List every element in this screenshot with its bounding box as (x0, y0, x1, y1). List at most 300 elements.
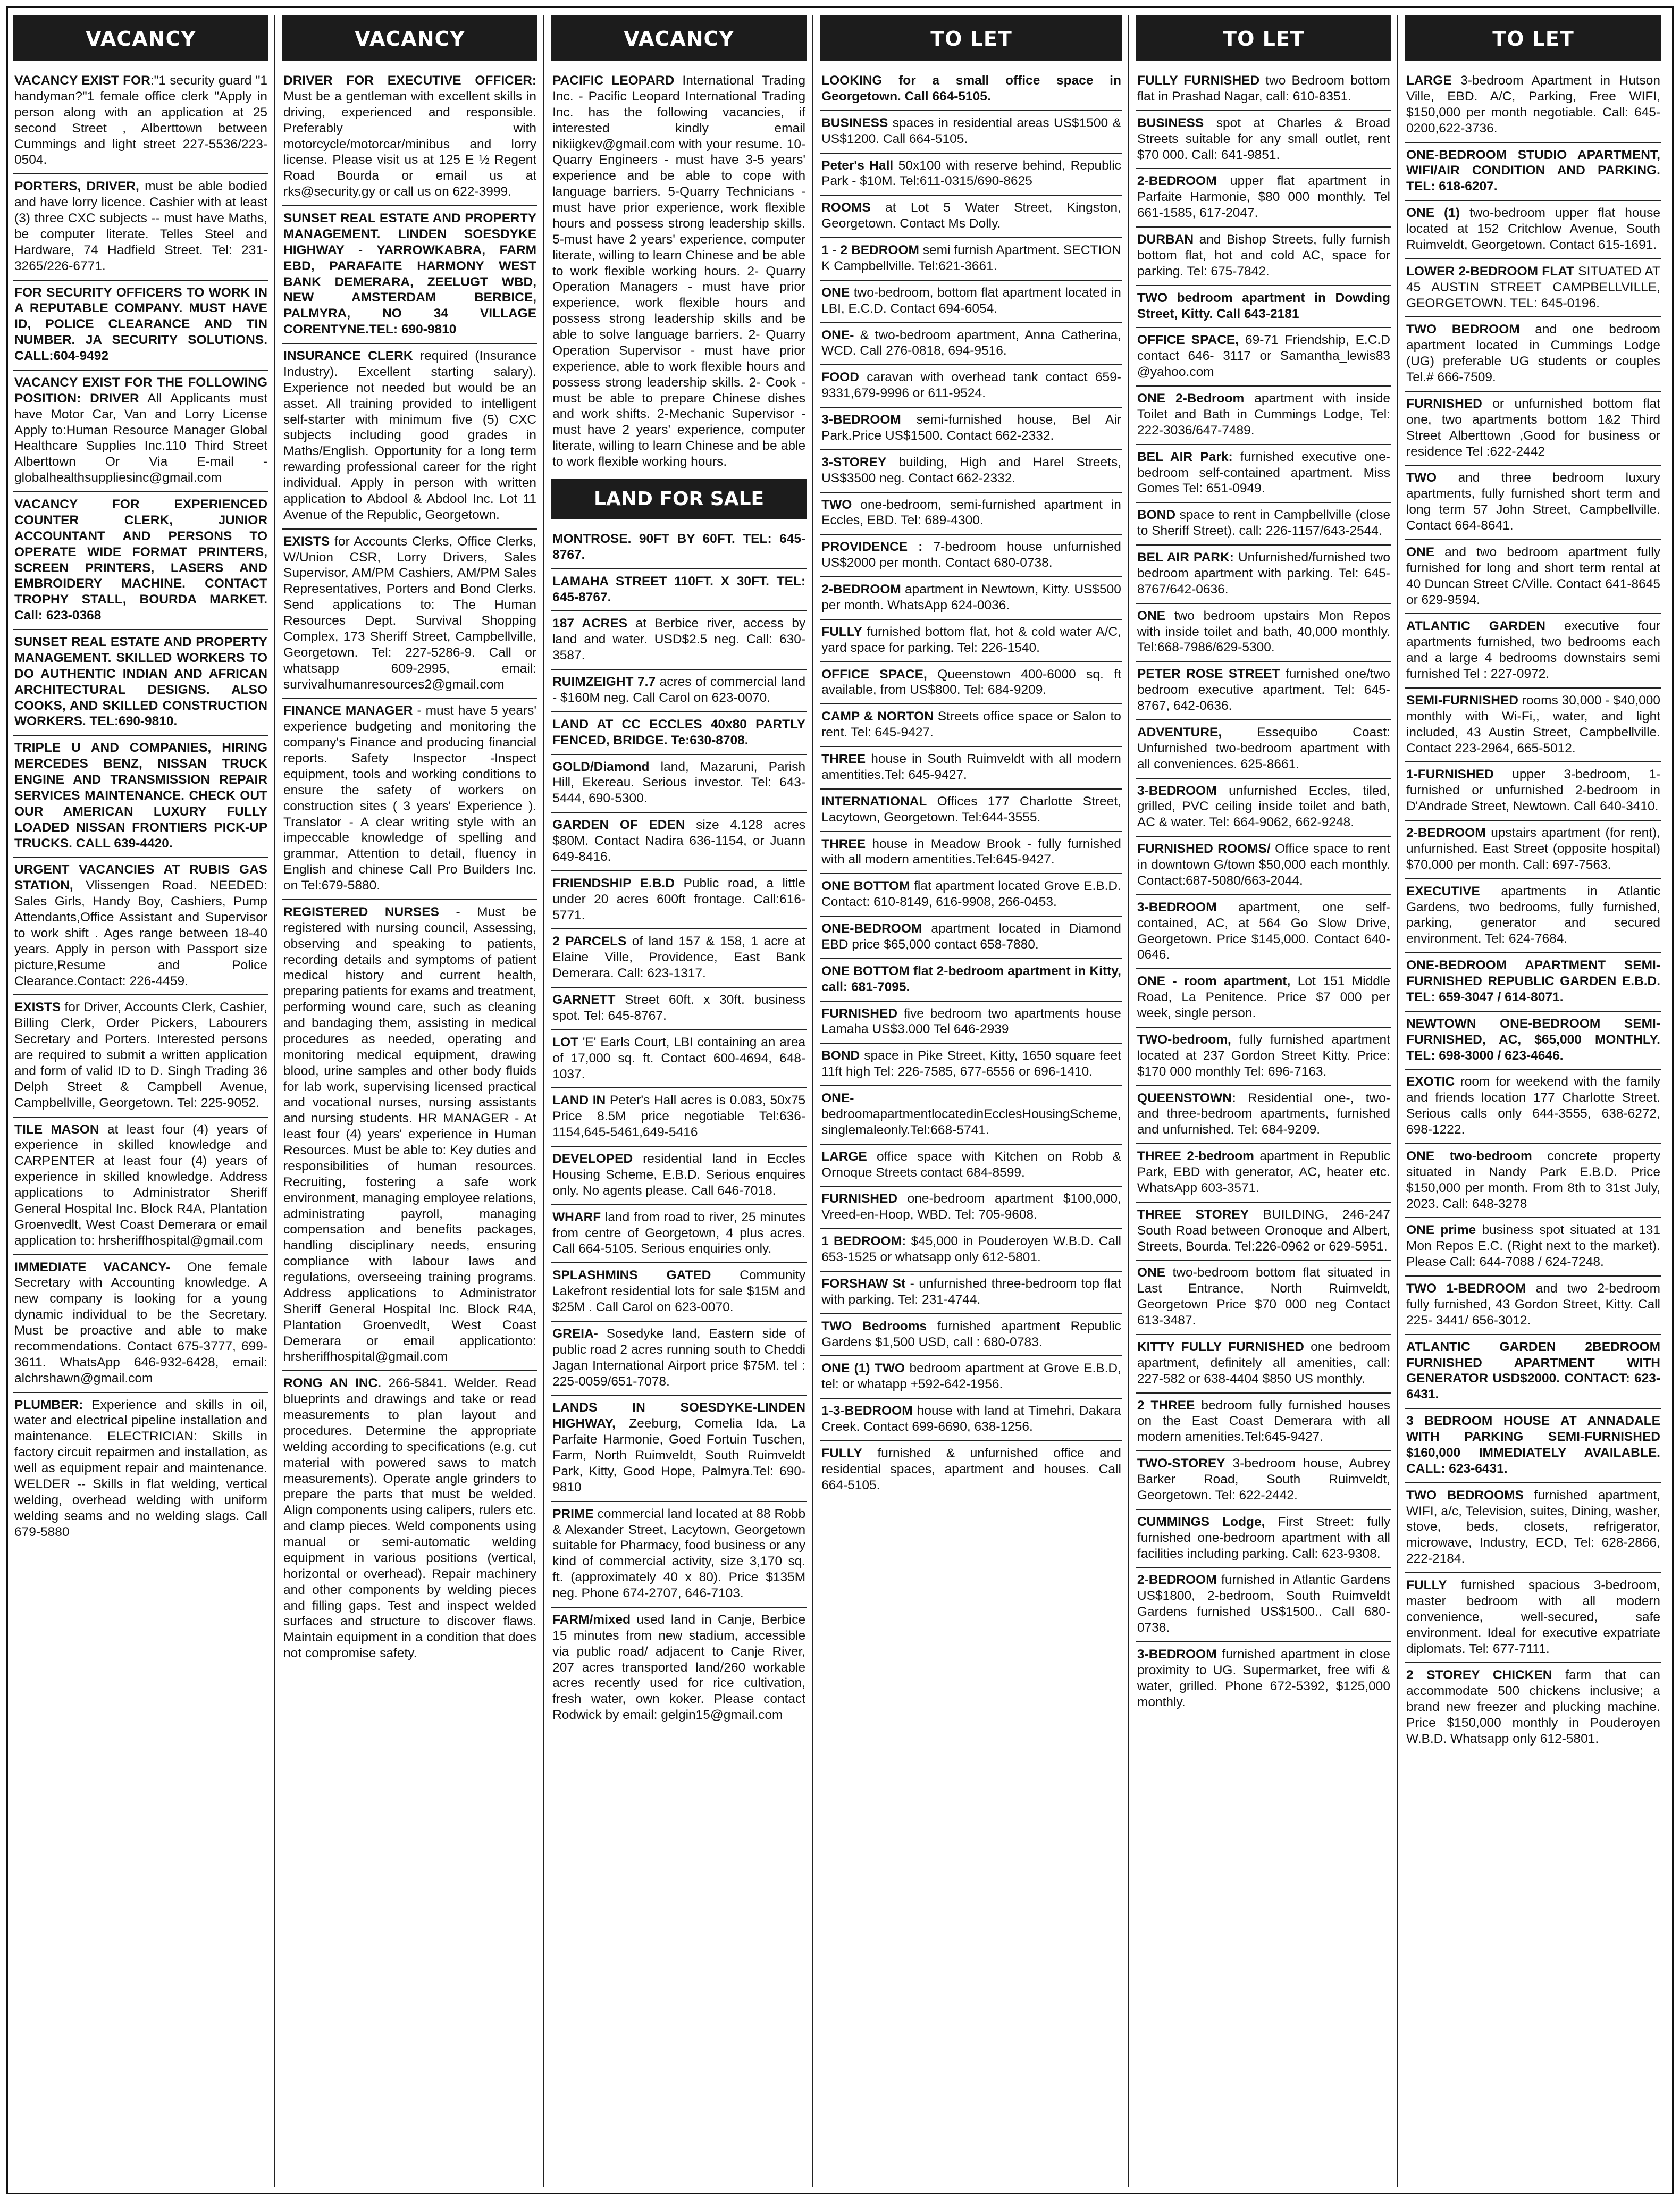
classified-ad (820, 1145, 1122, 1187)
ad-lead: ONE (1137, 1265, 1166, 1280)
ad-body: semi-furnished house, Bel Air Park.Price US$1500. Contact 662-2332. (821, 413, 1121, 443)
ad-lead: BEL AIR Park: (1137, 449, 1233, 464)
ad-body: executive four apartments furnished, two bedrooms each and a large 4 bedrooms downstairs semi furnished Tel : 227-0972. (1406, 619, 1660, 681)
ad-lead: FURNISHED (1406, 396, 1482, 411)
ad-lead: FRIENDSHIP E.B.D (552, 876, 675, 891)
ad-lead: 2 THREE (1137, 1398, 1195, 1413)
classified-ad (820, 1086, 1122, 1145)
ad-lead: LAND AT CC ECCLES 40x80 PARTLY FENCED, BRIDGE. Te:630-8708. (552, 717, 806, 748)
ad-lead: 2-BEDROOM (1137, 174, 1217, 189)
classified-ad (1136, 228, 1391, 286)
classified-ad (820, 577, 1122, 620)
ad-list (1136, 69, 1391, 1715)
classified-ad (820, 365, 1122, 408)
classified-ad (551, 929, 807, 988)
classified-ad (13, 630, 268, 736)
classified-ad (820, 408, 1122, 450)
ad-body: two Bedroom bottom flat in Prashad Nagar, call: 610-8351. (1137, 73, 1390, 104)
ad-body: rooms 30,000 - $40,000 monthly with Wi-Fi,, water, and light included, 43 Austin Street, Campbellville. Contact 223-2964, 665-5012. (1406, 693, 1660, 756)
ad-body: furnished one/two bedroom executive apartment. Tel: 645-8767, 642-0636. (1137, 667, 1390, 713)
ad-lead: 187 ACRES (552, 616, 628, 631)
classified-ad (820, 832, 1122, 875)
classified-ad (551, 1263, 807, 1322)
ad-body: 7-bedroom house unfurnished US$2000 per month. Contact 680-0738. (821, 540, 1121, 570)
classified-ad (13, 492, 268, 630)
ad-list (820, 69, 1122, 1499)
classified-ad (820, 704, 1122, 747)
ad-lead: LOOKING for a small office space in Georgetown. Call 664-5105. (821, 73, 1121, 104)
ad-lead: SUNSET REAL ESTATE AND PROPERTY MANAGEMENT. LINDEN SOESDYKE HIGHWAY - YARROWKABRA, FARM EBD, PARAFAITE HARMONY WEST BANK DEMERARA, ZEELUGT WBD, NEW AMSTERDAM BERBICE, PALMYRA, NO 34 VILLAGE CORENTYNE.TEL: 690-9810 (283, 211, 537, 337)
ad-body: five bedroom two apartments house Lamaha US$3.000 Tel 646-2939 (821, 1006, 1121, 1037)
ad-list (13, 69, 268, 1545)
ad-body: two-bedroom upper flat house located at 152 Critchlow Avenue, South Ruimveldt, Georgetown. Contact 615-1691. (1406, 206, 1661, 252)
ad-lead: DEVELOPED (552, 1152, 633, 1166)
ad-lead: IMMEDIATE VACANCY- (14, 1260, 171, 1274)
classified-ad (13, 281, 268, 371)
ad-lead: ONE-BEDROOM (821, 921, 922, 936)
ad-body: two-bedroom, bottom flat apartment located in LBI, E.C.D. Contact 694-6054. (821, 285, 1121, 316)
ad-body: and Bishop Streets, fully furnish bottom flat, hot and cold AC, space for parking. Tel: 675-7842. (1137, 232, 1390, 279)
ad-body: must be able bodied and have lorry licence. Cashier with at least (3) three CXC subjects -- must have Maths, be computer literate. Telles Steel and Hardware, 74 Hadfield Street. Tel: 231-3265/226-6771. (14, 179, 268, 273)
ad-lead: FOOD (821, 370, 859, 385)
ad-body: upper flat apartment in Parfaite Harmonie, $80 000 monthly. Tel 661-1585, 617-2047. (1137, 174, 1390, 221)
classified-ad (1136, 1394, 1391, 1452)
ad-body: office space with Kitchen on Robb & Ornoque Streets contact 684-8599. (821, 1149, 1121, 1180)
classified-ad (1136, 503, 1391, 546)
classified-ad (1405, 259, 1661, 318)
ad-body: Streets office space or Salon to rent. Tel: 645-9427. (821, 709, 1121, 740)
ad-body: one-bedroom, semi-furnished apartment in Eccles, EBD. Tel: 689-4300. (821, 497, 1121, 528)
ad-lead: ROOMS (821, 200, 871, 215)
ad-body: Zeeburg, Comelia Ida, La Parfaite Harmonie, Goed Fortuin Tuschen, Farm, North Ruimveldt, South Ruimveldt Park, Kitty, Good Hope, Palmyra.Tel: 690-9810 (552, 1416, 806, 1495)
ad-body: spot at Charles & Broad Streets suitable for any small outlet, rent $70 000. Call: 641-9851. (1137, 115, 1390, 162)
ad-lead: LAND IN (552, 1093, 606, 1108)
ad-lead: NEWTOWN ONE-BEDROOM SEMI-FURNISHED, AC, $65,000 MONTHLY. TEL: 698-3000 / 623-4646. (1406, 1016, 1660, 1063)
ad-body: 3-bedroom Apartment in Hutson Ville, EBD. A/C, Parking, Free WIFI, $150,000 per month negotiable. Call: 645-0200,622-3736. (1406, 73, 1660, 136)
ad-list (551, 527, 807, 1728)
classified-ad (1405, 540, 1661, 615)
classified-ad (551, 1147, 807, 1205)
ad-body: Queenstown 400-6000 sq. ft available, from US$800. Tel: 684-9209. (821, 667, 1121, 698)
classified-ad (551, 69, 807, 475)
ad-lead: TWO Bedrooms (821, 1319, 927, 1333)
ad-lead: TILE MASON (14, 1122, 99, 1137)
ad-body: at Lot 5 Water Street, Kingston, Georgetown. Contact Ms Dolly. (821, 200, 1121, 231)
ad-lead: THREE (821, 752, 866, 766)
ad-lead: THREE STOREY (1137, 1207, 1249, 1222)
classified-ad (820, 1441, 1122, 1499)
ad-body: International Trading Inc. - Pacific Leopard International Trading Inc. has the following vacancies, if interested kindly email nikiigkev@gmail.com with your resume. 10-Quarry Engineers - must have 3-5 years' experience and be able to cope with language barriers. 5-Quarry Technicians - must have prior experience, work flexible hours and possess strong leadership skills. 5-must have 2 years' experience, computer literate, willing to learn Chinese and be able to work flexible working hours. 2- Quarry Operation Managers - must have prior experience, work flexible hours and possess strong leadership skills and be able to solve language barriers. 2- Quarry Operation Supervisor - must have prior experience, able to work flexible hours and possess strong leadership skills. 2- Cook - must be able to prepare Chinese dishes and work shifts. 2-Mechanic Supervisor - must have 2 years' experience, computer literate, willing to learn Chinese and be able to work flexible working hours. (552, 73, 806, 469)
ad-lead: FULLY (821, 1446, 862, 1461)
ad-lead: 3-BEDROOM (1137, 1647, 1217, 1661)
ad-body: or unfurnished bottom flat one, two apartments bottom 1&2 Third Street Alberttown ,Good for business or residence Tel :622-2442 (1406, 396, 1660, 459)
classified-ad (551, 813, 807, 871)
classified-ad (1136, 111, 1391, 170)
ad-lead: 3-BEDROOM (1137, 783, 1217, 798)
ad-body: 266-5841. Welder. Read blueprints and drawings and take or read measurements to plan layout and procedures. Determine the appropriate welding according to specifications (e.g. cut material with powered saws to match measurements). Operate angle grinders to prepare the parts that must be welded. Align components using calipers, rulers etc. and clamp pieces. Weld components using manual or semi-automatic welding equipment in various positions (vertical, horizontal or overhead). Repair machinery and other components by welding pieces and filling gaps. Test and inspect welded surfaces and structure to discover flaws. Maintain equipment in a condition that does not compromise safety. (283, 1376, 537, 1661)
column-to-let-3 (1405, 15, 1667, 2187)
ad-lead: TWO (1406, 471, 1437, 485)
ad-body: furnished apartment, WIFI, a/c, Television, suites, Dining, washer, stove, beds, closets, refrigerator, microwave, Industry, ECD, Tel: 628-2866, 222-2184. (1406, 1488, 1660, 1566)
classified-ad (551, 1396, 807, 1501)
column-vacancy-1 (13, 15, 275, 2187)
classified-ad (1405, 821, 1661, 879)
ad-body: land, Mazaruni, Parish Hill, Ekereau. Serious investor. Tel: 643-5444, 690-5300. (552, 759, 806, 806)
column-header: VACANCY (13, 15, 268, 61)
ad-lead: THREE 2-bedroom (1137, 1149, 1254, 1164)
ad-lead: EXECUTIVE (1406, 884, 1480, 899)
ad-body: furnished apartment in close proximity to UG. Supermarket, free wifi & water, grilled. Phone 672-5392, $125,000 monthly. (1137, 1647, 1390, 1709)
classified-ad (282, 900, 537, 1371)
classified-ad (13, 1393, 268, 1546)
ad-lead: EXOTIC (1406, 1075, 1455, 1089)
ad-body: house in Meadow Brook - fully furnished with all modern amentities.Tel:645-9427. (821, 836, 1121, 867)
ad-body: house with land at Timehri, Dakara Creek. Contact 699-6690, 638-1256. (821, 1404, 1121, 1434)
ad-body: and three bedroom luxury apartments, fully furnished short term and long term 57 John Street, Campbellville. Contact 664-8641. (1406, 471, 1660, 533)
ad-lead: FULLY (821, 624, 862, 639)
classified-ad (1405, 762, 1661, 821)
ad-body: flat apartment located Grove E.B.D. Contact: 610-8149, 616-9908, 266-0453. (821, 879, 1121, 910)
ad-lead: FURNISHED ROOMS/ (1137, 842, 1271, 857)
ad-body: BUILDING, 246-247 South Road between Oronoque and Albert, Streets, Bourda. Tel:226-0962 or 629-5951. (1137, 1207, 1390, 1254)
ad-body: SITUATED AT 45 AUSTIN STREET CAMPBELLVILLE, GEORGETOWN. TEL: 645-0196. (1406, 264, 1660, 311)
ad-lead: PORTERS, DRIVER, (14, 179, 139, 194)
ad-lead: TWO 1-BEDROOM (1406, 1281, 1526, 1296)
classified-ad (820, 450, 1122, 493)
classified-ad (282, 206, 537, 344)
classified-ad (820, 790, 1122, 832)
ad-lead: TWO BEDROOMS (1406, 1488, 1524, 1503)
ad-lead: FURNISHED (821, 1006, 898, 1021)
ad-lead: SEMI-FURNISHED (1406, 693, 1518, 708)
ad-lead: LARGE (1406, 73, 1452, 88)
classified-ad (1405, 466, 1661, 540)
ad-lead: EXISTS (283, 534, 330, 549)
classified-ad (820, 917, 1122, 959)
ad-body: furnished bottom flat, hot & cold water A/C, yard space for parking. Tel: 226-1540. (821, 624, 1121, 655)
classified-ad (13, 995, 268, 1117)
classified-ad (1136, 169, 1391, 228)
ad-body: furnished executive one-bedroom self-contained apartment. Miss Gomes Tel: 651-0949. (1137, 449, 1390, 496)
ad-lead: CAMP & NORTON (821, 709, 934, 724)
ad-lead: GARDEN OF EDEN (552, 818, 685, 833)
ad-body: apartment in Republic Park, EBD with generator, AC, heater etc. WhatsApp 603-3571. (1137, 1149, 1390, 1195)
ad-body: Street 60ft. x 30ft. business spot. Tel: 645-8767. (552, 993, 806, 1023)
classified-ad (1405, 1012, 1661, 1070)
classified-ad (1136, 286, 1391, 329)
ad-list (282, 69, 537, 1667)
ad-body: & two-bedroom apartment, Anna Catherina, WCD. Call 276-0818, 694-9516. (821, 328, 1121, 358)
classified-ad (282, 344, 537, 530)
ad-lead: WHARF (552, 1210, 601, 1224)
classified-ad (820, 154, 1122, 196)
ad-lead: TWO bedroom apartment in Dowding Street, Kitty. Call 643-2181 (1137, 290, 1390, 321)
classified-ad (1136, 1568, 1391, 1642)
classified-ad (820, 196, 1122, 238)
classified-ad (820, 662, 1122, 705)
ad-lead: TWO-STOREY (1137, 1456, 1225, 1471)
classified-ad (551, 527, 807, 569)
classified-ad (1405, 143, 1661, 202)
ad-lead: GREIA- (552, 1326, 598, 1341)
classified-ad (1136, 69, 1391, 111)
column-vacancy-2 (282, 15, 544, 2187)
ad-body: bedroom fully furnished houses on the East Coast Demerara with all modern amenities.Tel:645-9427. (1137, 1398, 1390, 1445)
classified-ad (1405, 879, 1661, 954)
column-vacancy-3 (551, 15, 813, 2187)
classified-ad (1136, 445, 1391, 504)
ad-lead: 3 BEDROOM HOUSE AT ANNADALE WITH PARKING SEMI-FURNISHED $160,000 IMMEDIATELY AVAILABLE. CALL: 623-6431. (1406, 1414, 1660, 1476)
ad-lead: PETER ROSE STREET (1137, 667, 1280, 682)
classified-ad (1405, 614, 1661, 689)
classified-ad (1136, 895, 1391, 970)
ad-body: building, High and Harel Streets, US$3500 neg. Contact 662-2332. (821, 455, 1121, 485)
column-header: VACANCY (282, 15, 537, 61)
ad-lead: ONE BOTTOM (821, 879, 910, 894)
classified-ad (1136, 1335, 1391, 1394)
ad-body: Offices 177 Charlotte Street, Lacytown, Georgetown. Tel:644-3555. (821, 794, 1121, 825)
classified-ad (1136, 1451, 1391, 1510)
classified-ad (1405, 392, 1661, 466)
ad-lead: ONE- (821, 328, 854, 342)
ad-lead: LOT (552, 1035, 579, 1050)
ad-body: apartment in Newtown, Kitty. US$500 per month. WhatsApp 624-0036. (821, 582, 1121, 612)
classified-ad (551, 755, 807, 813)
ad-body: 'E' Earls Court, LBI containing an area of 17,000 sq. ft. Contact 600-4694, 648-1037. (552, 1035, 806, 1081)
ad-body: farm that can accommodate 500 chickens inclusive; a brand new freezer and plucking machine. Price $150,000 monthly in Pouderoyen W.B.D. Whatsapp only 612-5801. (1406, 1668, 1660, 1746)
classified-ad (820, 69, 1122, 111)
ad-lead: LARGE (821, 1149, 867, 1164)
ad-body: apartment, one self-contained, AC, at 564 Go Slow Drive, Georgetown. Price $145,000. Contact 640-0646. (1137, 900, 1390, 962)
classified-ad (1136, 1261, 1391, 1335)
ad-body: used land in Canje, Berbice 15 minutes from new stadium, accessible via public road/ adjacent to Canje River, 207 acres transported land/260 workable acres recently used for rice cultivation, fresh water, own koker. Please contact Rodwick by email: gelgin15@gmail.com (552, 1612, 806, 1723)
column-to-let-1 (820, 15, 1129, 2187)
ad-list (551, 69, 807, 475)
ad-body: upper 3-bedroom, 1-furnished or unfurnished 2-bedroom in D'Andrade Street, Newtown. Call 640-3410. (1406, 767, 1660, 814)
classified-ad (1136, 662, 1391, 720)
ad-lead: OFFICE SPACE, (1137, 333, 1239, 348)
ad-lead: 2-BEDROOM (1406, 826, 1486, 840)
classified-ad (1405, 953, 1661, 1012)
ad-lead: BOND (821, 1048, 860, 1063)
ad-body: apartments in Atlantic Gardens, two bedrooms, fully furnished, parking, generator and secured environment. Tel: 624-7684. (1406, 884, 1660, 946)
ad-body: fully furnished apartment located at 237 Gordon Street Kitty. Price: $170 000 monthly Tel: 696-7163. (1137, 1032, 1390, 1079)
ad-lead: 2 PARCELS (552, 934, 627, 949)
ad-lead: FORSHAW St (821, 1276, 906, 1291)
ad-body: Lot 151 Middle Road, La Penitence. Price $7 000 per week, single person. (1137, 974, 1390, 1020)
ad-lead: ONE 2-Bedroom (1137, 391, 1245, 406)
classified-ad (13, 736, 268, 858)
ad-body: Public road, a little under 20 acres 600ft frontage. Call:616-5771. (552, 876, 806, 922)
ad-lead: DURBAN (1137, 232, 1194, 247)
ad-lead: TWO-bedroom, (1137, 1032, 1231, 1047)
ad-body: Peter's Hall acres is 0.083, 50x75 Price 8.5M price negotiable Tel:636-1154,645-5461,649-5416 (552, 1093, 806, 1140)
ad-body: and one bedroom apartment located in Cummings Lodge (UG) preferable UG students or couples Tel.# 666-7509. (1406, 322, 1660, 384)
classified-ad (1136, 1203, 1391, 1261)
classified-ad (1136, 779, 1391, 837)
classified-ad (1405, 317, 1661, 392)
ad-lead: BUSINESS (1137, 115, 1204, 130)
ad-list (1405, 69, 1661, 1752)
ad-body: one-bedroom apartment $100,000, Vreed-en-Hoop, WBD. Tel: 705-9608. (821, 1191, 1121, 1222)
classified-ad (1405, 69, 1661, 143)
ad-lead: ONE (1) (1406, 206, 1460, 221)
ad-body: at Berbice river, access by land and water. USD$2.5 neg. Call: 630-3587. (552, 616, 806, 663)
ad-lead: 1 - 2 BEDROOM (821, 243, 919, 257)
classified-ad (820, 1002, 1122, 1044)
classified-ad (282, 69, 537, 206)
ad-lead: 2-BEDROOM (821, 582, 901, 597)
ad-body: unfurnished Eccles, tiled, grilled, PVC ceiling inside toilet and bath, AC & water. Tel: 664-9062, 662-9248. (1137, 783, 1390, 830)
ad-lead: ONE (1137, 608, 1166, 623)
ad-lead: QUEENSTOWN: (1137, 1090, 1236, 1105)
ad-lead: KITTY FULLY FURNISHED (1137, 1339, 1304, 1354)
ad-body: acres of commercial land - $160M neg. Call Carol on 623-0070. (552, 675, 806, 705)
classified-ad (820, 323, 1122, 366)
ad-lead: 1-3-BEDROOM (821, 1404, 913, 1419)
ad-lead: DRIVER FOR EXECUTIVE OFFICER: (283, 73, 537, 88)
classified-ad (820, 1314, 1122, 1357)
ad-body: at least four (4) years of experience in skilled knowledge and CARPENTER at least four (4) years of experience in skilled knowledge. Address applications to Administrator Sheriff General Hospital Inc. Block R4A, Plantation Groenvedlt, West Coast Demerara or email application to: hrsheriffhospital@gmail.com (14, 1122, 268, 1248)
ad-body: bedroom apartment at Grove E.B.D, tel: or whatapp +592-642-1956. (821, 1361, 1121, 1392)
ad-lead: INTERNATIONAL (821, 794, 927, 809)
classified-ad (820, 1356, 1122, 1399)
ad-lead: 2 STOREY CHICKEN (1406, 1668, 1552, 1683)
classified-ad (1405, 1483, 1661, 1573)
classifieds-page (6, 6, 1674, 2194)
ad-body: land from road to river, 25 minutes from centre of Georgetown, 4 plus acres. Call 664-5105. Serious enquiries only. (552, 1210, 806, 1256)
ad-body: 3-bedroom house, Aubrey Barker Road, South Ruimveldt, Georgetown. Tel: 622-2442. (1137, 1456, 1390, 1503)
ad-lead: GARNETT (552, 993, 616, 1007)
classified-ad (1136, 720, 1391, 779)
ad-lead: FARM/mixed (552, 1612, 631, 1627)
classified-ad (282, 1371, 537, 1667)
ad-lead: FULLY (1406, 1578, 1447, 1592)
ad-lead: FOR SECURITY OFFICERS TO WORK IN A REPUTABLE COMPANY. MUST HAVE ID, POLICE CLEARANCE AND TIN NUMBER. JA SECURITY SOLUTIONS. CALL:604-9492 (14, 285, 268, 363)
ad-lead: CUMMINGS Lodge, (1137, 1514, 1265, 1529)
classified-ad (820, 238, 1122, 281)
classified-ad (1405, 689, 1661, 763)
classified-ad (1405, 1335, 1661, 1409)
ad-body: furnished spacious 3-bedroom, master bedroom with all modern convenience, well-secured, safe environment. Ideal for executive expatriate diplomats. Tel: 677-7111. (1406, 1578, 1660, 1656)
ad-body: Community Lakefront residential lots for sale $15M and $25M . Call Carol on 623-0070. (552, 1268, 806, 1314)
classified-ad (1405, 1277, 1661, 1335)
ad-body: - must have 5 years' experience budgeting and monitoring the company's Finance and producing financial reports. Safety Inspector -Inspect equipment, tools and working conditions to ensure the safety of workers on construction sites ( 3 years' Experience ). Translator - A clear writing style with an impeccable knowledge of spelling and grammar, Attention to detail, fluency in English and chinese Call Pro Builders Inc. on Tel:679-5880. (283, 703, 537, 893)
ad-lead: PLUMBER: (14, 1397, 83, 1412)
column-header: VACANCY (551, 15, 807, 61)
ad-lead: SPLASHMINS GATED (552, 1268, 711, 1283)
ad-body: apartment located in Diamond EBD price $65,000 contact 658-7880. (821, 921, 1121, 952)
classified-ad (820, 1272, 1122, 1314)
ad-body: room for weekend with the family and friends location 177 Charlotte Street. Serious calls only 644-3555, 638-6272, 698-1222. (1406, 1075, 1660, 1137)
ad-body: one bedroom apartment, definitely all amenities, call: 227-582 or 638-4404 $850 US monthly. (1137, 1339, 1390, 1386)
column-to-let-2 (1136, 15, 1398, 2187)
ad-body: for Driver, Accounts Clerk, Cashier, Billing Clerk, Order Pickers, Labourers Secretary and Porters. Interested persons are required to submit a written application and form of valid ID to D. Singh Trading 36 Delph Street & Campbell Avenue, Campbellville, Georgetown. Tel: 225-9052. (14, 1000, 268, 1110)
classified-ad (282, 699, 537, 900)
classified-ad (1136, 1144, 1391, 1203)
ad-body: bedroomapartmentlocatedinEcclesHousingScheme, singlemaleonly.Tel:668-5741. (821, 1106, 1121, 1137)
classified-ad (13, 1255, 268, 1393)
ad-lead: 1 BEDROOM: (821, 1234, 906, 1249)
ad-body: Must be a gentleman with excellent skills in driving, experienced and responsible. Preferably with motorcycle/motorcar/minibus and lorry license. Please visit us at 125 E ½ Regent Road Bourda or email us at rks@security.gy or call us on 622-3999. (283, 89, 537, 199)
ad-body: - Must be registered with nursing council, Assessing, observing and speaking to patients, recording details and symptoms of patient medical history and current health, preparing patients for exams and treatment, performing wound care, such as cleaning and bandaging them, assisting in medical procedures as needed, operating and monitoring medical equipment, drawing blood, urine samples and other body fluids for lab work, supervising licensed practical and vocational nurses, nursing assistants and nursing students. HR MANAGER - At least four (4) years' experience in Human Resources. Must be able to: Key duties and responsibilities of human resources. Recruiting, fostering a safe work environment, managing employee relations, administrating payroll, managing compensation and benefits packages, handling disciplinary needs, ensuring compliance with labour laws and regulations, overseeing training programs. Address applications to Administrator Sheriff General Hospital Inc. Block R4A, Plantation Groenvedlt, West Coast Demerara or email applicationto: hrsheriffhospital@gmail.com (283, 904, 537, 1364)
ad-lead: TRIPLE U AND COMPANIES, HIRING MERCEDES BENZ, NISSAN TRUCK ENGINE AND TRANSMISSION REPAIR SERVICES MAINTENANCE. CHECK OUT OUR AMERICAN LUXURY FULLY LOADED NISSAN FRONTIERS PICK-UP TRUCKS. CALL 639-4420. (14, 741, 268, 851)
ad-body: residential land in Eccles Housing Scheme, E.B.D. Serious enquires only. No agents please. Call 646-7018. (552, 1152, 806, 1198)
ad-body: of land 157 & 158, 1 acre at Elaine Ville, Providence, East Bank Demerara. Call: 623-1317. (552, 934, 806, 981)
classified-ad (820, 747, 1122, 790)
ad-lead: TWO BEDROOM (1406, 322, 1520, 337)
ad-lead: 3-BEDROOM (821, 413, 901, 427)
classified-ad (1136, 328, 1391, 387)
ad-body: size 4.128 acres $80M. Contact Nadira 636-1154, or Juann 649-8416. (552, 818, 806, 864)
ad-body: $45,000 in Pouderoyen W.B.D. Call 653-1525 or whatsapp only 612-5801. (821, 1234, 1121, 1264)
classified-ad (551, 712, 807, 755)
classified-ad (1405, 1070, 1661, 1144)
ad-lead: ATLANTIC GARDEN 2BEDROOM FURNISHED APARTMENT WITH GENERATOR USD$2000. CONTACT: 623-6431. (1406, 1339, 1660, 1402)
classified-ad (1136, 604, 1391, 662)
ad-body: furnished in Atlantic Gardens US$1800, 2-bedroom, South Ruimveldt Gardens furnished US$1500.. Call 680-0738. (1137, 1573, 1390, 1635)
ad-lead: ATLANTIC GARDEN (1406, 619, 1545, 634)
classified-ad (551, 1608, 807, 1728)
ad-lead: RUIMZEIGHT 7.7 (552, 675, 656, 689)
ad-lead: LAMAHA STREET 110FT. X 30FT. TEL: 645-8767. (552, 574, 806, 605)
ad-body: business spot situated at 131 Mon Repos E.C. (Right next to the market). Please Call: 644-7088 / 624-7248. (1406, 1223, 1660, 1270)
ad-body: space to rent in Campbellville (close to Sheriff Street). call: 226-1157/643-2544. (1137, 508, 1390, 539)
classified-ad (1136, 1028, 1391, 1086)
ad-lead: FINANCE MANAGER (283, 703, 413, 718)
ad-body: furnished apartment Republic Gardens $1,500 USD, call : 680-0783. (821, 1319, 1121, 1349)
classified-ad (820, 1187, 1122, 1229)
ad-body: - unfurnished three-bedroom top flat with parking. Tel: 231-4744. (821, 1276, 1121, 1307)
ad-body: All Applicants must have Motor Car, Van and Lorry License Apply to:Human Resource Manager Global Healthcare Supplies Inc.110 Third Street Alberttown Or Via E-mail - globalhealthsuppliesinc@gmail.com (14, 391, 268, 485)
ad-body: Office space to rent in downtown G/town $50,000 each monthly. Contact:687-5080/663-2044. (1137, 842, 1390, 888)
ad-lead: INSURANCE CLERK (283, 349, 413, 363)
classified-ad (820, 111, 1122, 154)
classified-ad (551, 1088, 807, 1147)
ad-lead: VACANCY EXIST FOR THE FOLLOWING POSITION: DRIVER (14, 375, 268, 406)
ad-body: caravan with overhead tank contact 659-9331,679-9996 or 611-9524. (821, 370, 1121, 401)
column-header: TO LET (820, 15, 1122, 61)
ad-lead: PACIFIC LEOPARD (552, 73, 675, 88)
classified-ad (820, 620, 1122, 662)
classified-ad (551, 1322, 807, 1396)
ad-body: Vlissengen Road. NEEDED: Sales Girls, Handy Boy, Cashiers, Pump Attendants,Office Assistant and Supervisor to work shift . Ages range between 18-40 years. Apply in person with Passport size picture,Resume and Police Clearance.Contact: 226-4459. (14, 878, 268, 988)
classified-ad (820, 1229, 1122, 1272)
ad-lead: 3-BEDROOM (1137, 900, 1217, 914)
classified-ad (13, 69, 268, 174)
classified-ad (820, 1044, 1122, 1086)
classified-ad (1136, 387, 1391, 445)
ad-lead: LANDS IN SOESDYKE-LINDEN HIGHWAY, (552, 1400, 806, 1431)
ad-lead: OFFICE SPACE, (821, 667, 927, 682)
ad-body: spaces in residential areas US$1500 & US$1200. Call 664-5105. (821, 115, 1121, 146)
ad-body: semi furnish Apartment. SECTION K Campbellville. Tel:621-3661. (821, 243, 1121, 273)
classified-ad (820, 959, 1122, 1002)
ad-body: upstairs apartment (for rent), unfurnished. East Street (opposite hospital) $70,000 per month. Call: 697-7563. (1406, 826, 1660, 872)
ad-lead: 3-STOREY (821, 455, 887, 469)
classified-ad (13, 858, 268, 995)
classified-ad (1136, 1086, 1391, 1145)
classified-ad (551, 871, 807, 930)
ad-body: First Street: fully furnished one-bedroom apartment with all facilities including parking. Call: 623-9308. (1137, 1514, 1390, 1561)
classified-ad (551, 670, 807, 712)
classified-ad (1136, 1510, 1391, 1568)
ad-body: required (Insurance Industry). Excellent starting salary). Experience not needed but would be an asset. All training provided to intelligent self-starter with minimum five (5) CXC subjects including good grades in Maths/English. Opportunity for a long term rewarding professional career for the right individual. Apply in person with written application to Abdool & Abdool Inc. Lot 11 Avenue of the Republic, Georgetown. (283, 349, 537, 522)
ad-lead: RONG AN INC. (283, 1376, 382, 1391)
ad-lead: URGENT VACANCIES AT RUBIS GAS STATION, (14, 862, 268, 893)
ad-lead: PRIME (552, 1506, 594, 1521)
ad-lead: REGISTERED NURSES (283, 904, 439, 919)
